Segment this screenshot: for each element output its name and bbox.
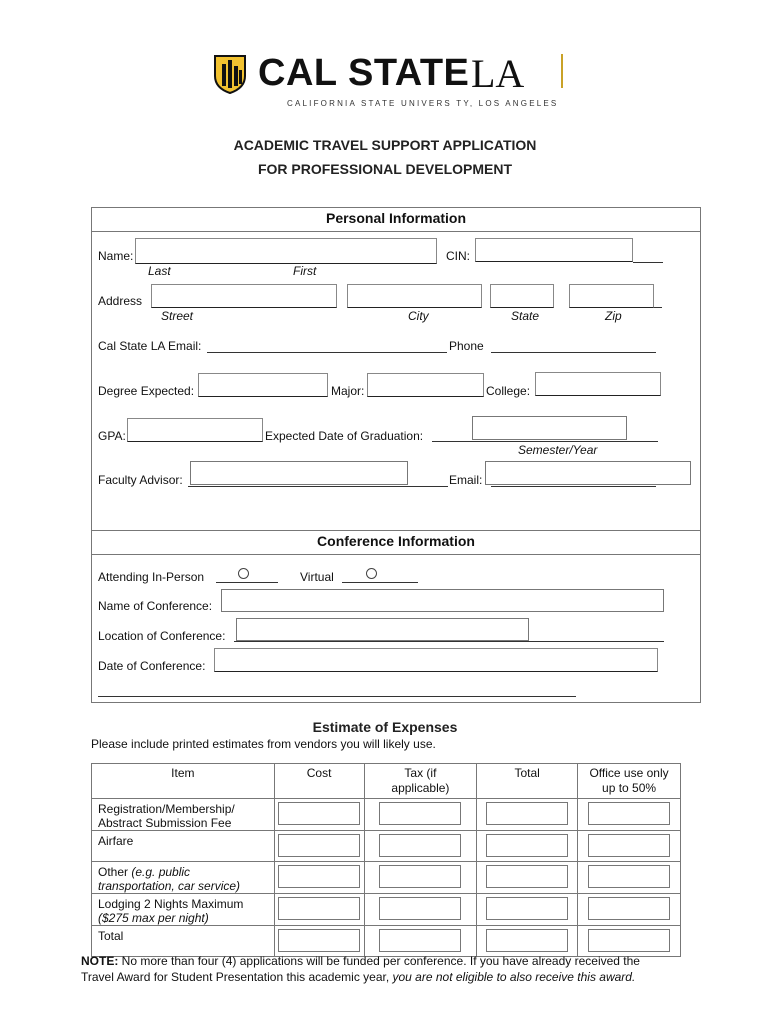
zip-field[interactable] — [569, 284, 654, 308]
logo-wordmark: CAL STATE — [258, 52, 470, 94]
tax-cell — [364, 862, 477, 894]
virtual-underline — [342, 582, 418, 583]
total-input[interactable] — [486, 897, 568, 920]
university-seal-icon — [212, 52, 248, 94]
conference-date-field[interactable] — [214, 648, 658, 672]
degree-field[interactable] — [198, 373, 328, 397]
tax-cell — [364, 799, 477, 831]
table-row — [92, 799, 681, 831]
in-person-underline — [216, 582, 278, 583]
conference-extra-line[interactable] — [98, 696, 576, 697]
item-line1-italic: (e.g. public — [131, 865, 191, 879]
office-input[interactable] — [588, 802, 670, 825]
total-input[interactable] — [486, 865, 568, 888]
office-input[interactable] — [588, 929, 670, 952]
advisor-email-underline — [491, 486, 656, 487]
office-cell — [578, 926, 681, 957]
phone-label: Phone — [449, 339, 484, 353]
personal-info-heading: Personal Information — [325, 210, 467, 226]
column-header-item: Item — [92, 764, 275, 799]
note-text2: Travel Award for Student Presentation this academic year, — [81, 970, 393, 984]
advisor-label: Faculty Advisor: — [98, 473, 183, 487]
street-caption: Street — [161, 309, 194, 323]
tax-cell — [364, 831, 477, 862]
logo-subtitle: CALIFORNIA STATE UNIVERS TY, LOS ANGELES — [287, 99, 559, 108]
table-row-total — [92, 926, 681, 957]
cin-field[interactable] — [475, 238, 633, 262]
total-input[interactable] — [486, 834, 568, 857]
cost-input[interactable] — [278, 802, 360, 825]
tax-input[interactable] — [379, 834, 461, 857]
logo-la: LA — [471, 51, 525, 96]
virtual-radio[interactable] — [366, 568, 377, 579]
column-header-total: Total — [477, 764, 578, 799]
cost-cell — [274, 862, 364, 894]
form-title-line2: FOR PROFESSIONAL DEVELOPMENT — [257, 161, 513, 177]
column-header-tax-text: Tax (if applicable) — [391, 766, 450, 795]
cost-input[interactable] — [278, 834, 360, 857]
office-cell — [578, 831, 681, 862]
name-label: Name: — [98, 249, 134, 263]
item-line1: Total — [98, 929, 124, 943]
cost-input[interactable] — [278, 897, 360, 920]
email-label: Cal State LA Email: — [98, 339, 202, 353]
column-header-cost: Cost — [274, 764, 364, 799]
college-label: College: — [486, 384, 531, 398]
advisor-field[interactable] — [190, 461, 408, 485]
logo-divider — [561, 54, 563, 88]
item-line1: Lodging 2 Nights Maximum — [98, 897, 244, 911]
total-cell — [477, 894, 578, 926]
note-text1: No more than four (4) applications will be funded per conference. If you have already received the — [118, 954, 640, 968]
gpa-label: GPA: — [98, 429, 126, 443]
footer-note — [81, 953, 701, 985]
tax-input[interactable] — [379, 865, 461, 888]
note-text2-italic: you are not eligible to also receive this award. — [392, 970, 636, 984]
item-line1: Registration/Membership/ — [98, 802, 235, 816]
item-cell — [92, 894, 275, 926]
city-field[interactable] — [347, 284, 482, 308]
cost-cell — [274, 894, 364, 926]
advisor-underline — [188, 486, 448, 487]
total-cell — [477, 831, 578, 862]
item-cell — [92, 831, 275, 862]
office-cell — [578, 799, 681, 831]
major-label: Major: — [331, 384, 365, 398]
cost-cell — [274, 926, 364, 957]
note-line1 — [81, 953, 701, 969]
graduation-field[interactable] — [472, 416, 627, 440]
conference-name-label: Name of Conference: — [98, 599, 213, 613]
phone-field[interactable] — [491, 352, 656, 353]
total-input[interactable] — [486, 929, 568, 952]
cost-cell — [274, 799, 364, 831]
street-field[interactable] — [151, 284, 337, 308]
last-name-caption: Last — [148, 264, 171, 278]
state-caption: State — [511, 309, 540, 323]
degree-label: Degree Expected: — [98, 384, 195, 398]
office-cell — [578, 862, 681, 894]
zip-caption: Zip — [605, 309, 622, 323]
office-input[interactable] — [588, 897, 670, 920]
column-header-office-text: Office use only up to 50% — [589, 766, 669, 795]
cost-cell — [274, 831, 364, 862]
email-field[interactable] — [207, 352, 447, 353]
total-cell — [477, 799, 578, 831]
office-cell — [578, 894, 681, 926]
cost-input[interactable] — [278, 929, 360, 952]
advisor-email-label: Email: — [449, 473, 483, 487]
total-cell — [477, 862, 578, 894]
total-input[interactable] — [486, 802, 568, 825]
address-label: Address — [98, 294, 143, 308]
item-line2: transportation, car service) — [98, 879, 241, 893]
virtual-label: Virtual — [300, 570, 334, 584]
tax-input[interactable] — [379, 802, 461, 825]
expenses-heading: Estimate of Expenses — [312, 719, 458, 735]
item-cell — [92, 799, 275, 831]
expenses-table — [91, 763, 681, 957]
divider — [92, 231, 700, 232]
item-line1: Other — [98, 865, 132, 879]
conference-date-label: Date of Conference: — [98, 659, 206, 673]
semester-year-caption: Semester/Year — [518, 443, 598, 457]
college-field[interactable] — [535, 372, 661, 396]
item-line1: Airfare — [98, 834, 134, 848]
conference-info-section — [91, 530, 701, 703]
note-bold: NOTE: — [81, 954, 119, 968]
first-name-caption: First — [293, 264, 317, 278]
table-row — [92, 831, 681, 862]
cost-input[interactable] — [278, 865, 360, 888]
item-line2: Abstract Submission Fee — [98, 816, 232, 830]
form-title-line1: ACADEMIC TRAVEL SUPPORT APPLICATION — [233, 137, 537, 153]
note-line2 — [81, 969, 701, 985]
zip-underline — [654, 307, 662, 308]
cin-underline — [633, 262, 663, 263]
in-person-radio[interactable] — [238, 568, 249, 579]
item-line2: ($275 max per night) — [98, 911, 209, 925]
table-header-row — [92, 764, 681, 799]
graduation-label: Expected Date of Graduation: — [265, 429, 424, 443]
item-cell — [92, 926, 275, 957]
column-header-office — [578, 764, 681, 799]
location-underline — [234, 641, 664, 642]
column-header-tax — [364, 764, 477, 799]
table-row — [92, 894, 681, 926]
office-input[interactable] — [588, 865, 670, 888]
total-cell — [477, 926, 578, 957]
graduation-underline — [432, 441, 658, 442]
cin-label: CIN: — [446, 249, 470, 263]
state-field[interactable] — [490, 284, 554, 308]
expenses-subheading: Please include printed estimates from vendors you will likely use. — [91, 737, 436, 751]
advisor-email-field[interactable] — [485, 461, 691, 485]
city-caption: City — [408, 309, 429, 323]
item-cell — [92, 862, 275, 894]
name-field[interactable] — [135, 238, 437, 264]
divider — [92, 554, 700, 555]
gpa-field[interactable] — [127, 418, 263, 442]
conference-name-field[interactable] — [221, 589, 664, 612]
office-input[interactable] — [588, 834, 670, 857]
tax-input[interactable] — [379, 897, 461, 920]
attending-label: Attending In-Person — [98, 570, 205, 584]
tax-cell — [364, 926, 477, 957]
major-field[interactable] — [367, 373, 484, 397]
conference-location-label: Location of Conference: — [98, 629, 226, 643]
table-row — [92, 862, 681, 894]
conference-info-heading: Conference Information — [317, 533, 475, 549]
tax-input[interactable] — [379, 929, 461, 952]
conference-location-field[interactable] — [236, 618, 529, 641]
tax-cell — [364, 894, 477, 926]
